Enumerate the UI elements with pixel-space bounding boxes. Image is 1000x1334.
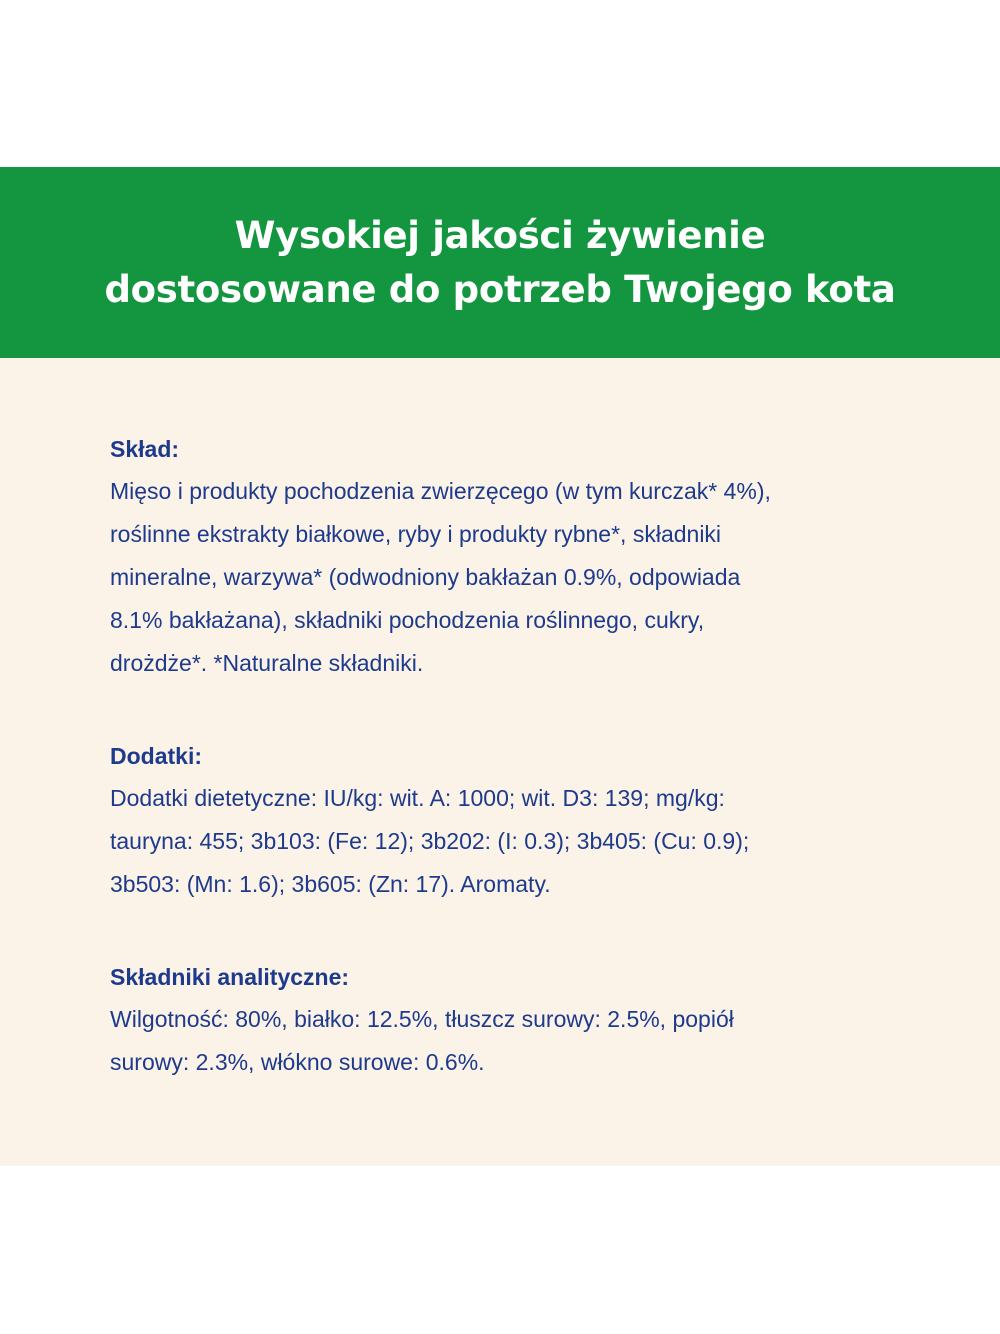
additives-line: Dodatki dietetyczne: IU/kg: wit. A: 1000; wit. D3: 139; mg/kg: [110, 785, 725, 811]
analytical-section [110, 958, 930, 1084]
composition-line: roślinne ekstrakty białkowe, ryby i produkty rybne*, składniki [110, 521, 722, 547]
composition-section [110, 430, 930, 685]
composition-line: Mięso i produkty pochodzenia zwierzęcego (w tym kurczak* 4%), [110, 478, 771, 504]
banner-title [104, 209, 895, 317]
composition-line: drożdże*. *Naturalne składniki. [110, 650, 424, 676]
composition-line: mineralne, warzywa* (odwodniony bakłażan 0.9%, odpowiada [110, 564, 741, 590]
ingredients-panel [0, 358, 1000, 1166]
banner-title-line-1: Wysokiej jakości żywienie [234, 213, 766, 257]
header-banner [0, 167, 1000, 358]
additives-line: 3b503: (Mn: 1.6); 3b605: (Zn: 17). Aromaty. [110, 871, 551, 897]
analytical-line: Wilgotność: 80%, białko: 12.5%, tłuszcz surowy: 2.5%, popiół [110, 1006, 734, 1032]
composition-heading: Skład: [110, 436, 180, 462]
banner-title-line-2: dostosowane do potrzeb Twojego kota [104, 267, 896, 311]
composition-line: 8.1% bakłażana), składniki pochodzenia roślinnego, cukry, [110, 607, 705, 633]
additives-section [110, 737, 930, 906]
additives-heading: Dodatki: [110, 743, 202, 769]
additives-line: tauryna: 455; 3b103: (Fe: 12); 3b202: (I: 0.3); 3b405: (Cu: 0.9); [110, 828, 750, 854]
analytical-line: surowy: 2.3%, włókno surowe: 0.6%. [110, 1049, 485, 1075]
ingredients-content [110, 430, 930, 1136]
analytical-heading: Składniki analityczne: [110, 964, 350, 990]
